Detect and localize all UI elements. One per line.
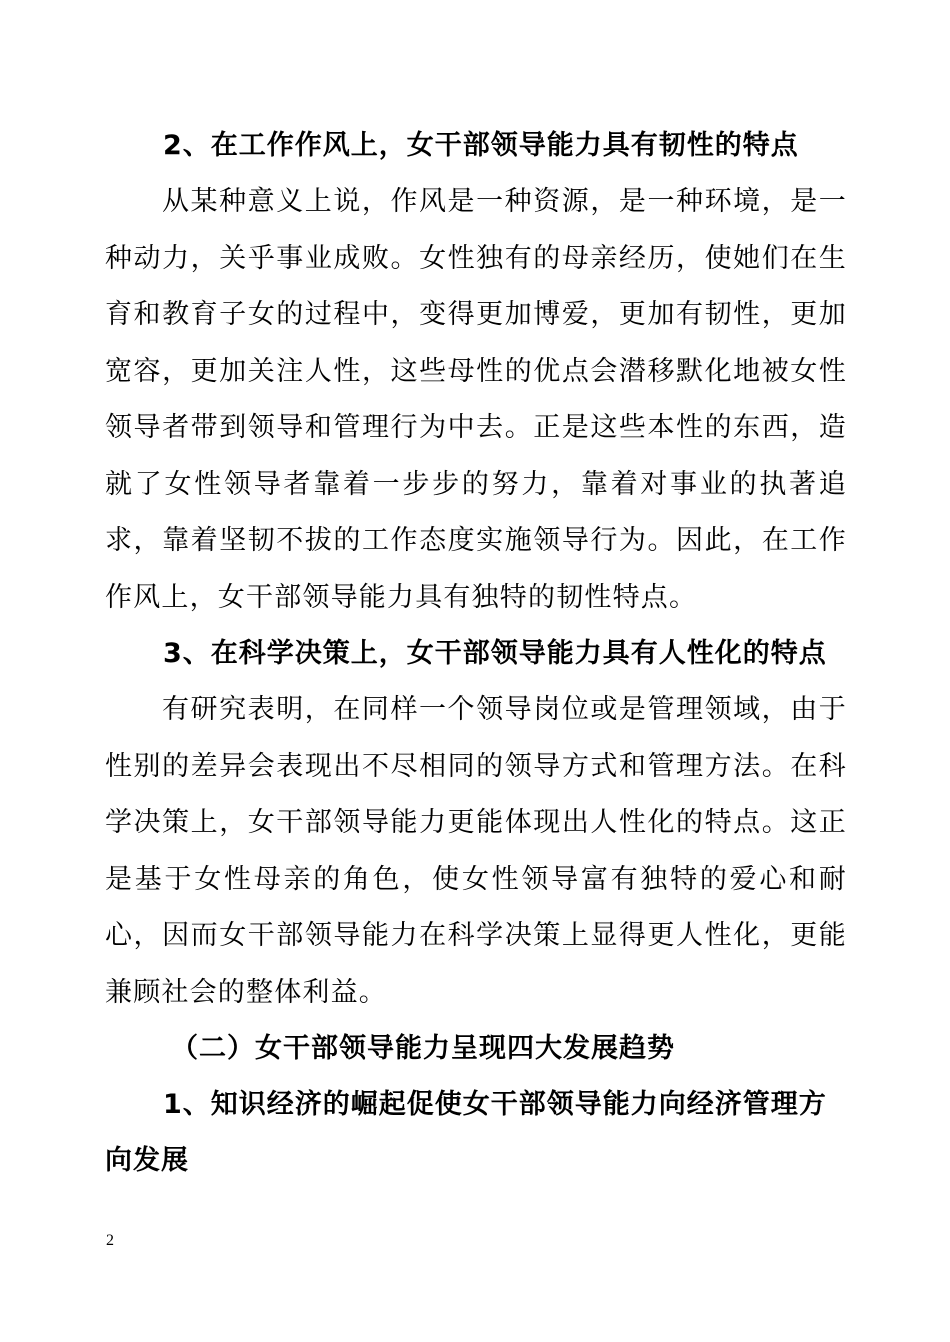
section-heading-trends: （二）女干部领导能力呈现四大发展趋势 [171,1033,675,1064]
page-number: 2 [106,1232,114,1249]
section-heading-2: 2、在工作作风上，女干部领导能力具有韧性的特点 [163,130,799,161]
section-heading-1-knowledge-economy: 1、知识经济的崛起促使女干部领导能力向经济管理方向发展 [105,1089,827,1176]
paragraph-decision-making: 有研究表明，在同样一个领导岗位或是管理领域，由于性别的差异会表现出不尽相同的领导方式和管理方法。在科学决策上，女干部领导能力更能体现出人性化的特点。这正是基于女性母亲的角色，使女性领导富有独特的爱心和耐心，因而女干部领导能力在科学决策上显得更人性化，更能兼顾社会的整体利益。 [105,694,847,1008]
paragraph-work-style: 从某种意义上说，作风是一种资源，是一种环境，是一种动力，关乎事业成败。女性独有的母亲经历，使她们在生育和教育子女的过程中，变得更加博爱，更加有韧性，更加宽容，更加关注人性，这些母性的优点会潜移默化地被女性领导者带到领导和管理行为中去。正是这些本性的东西，造就了女性领导者靠着一步步的努力，靠着对事业的执著追求，靠着坚韧不拔的工作态度实施领导行为。因此，在工作作风上，女干部领导能力具有独特的韧性特点。 [105,186,847,613]
section-heading-3: 3、在科学决策上，女干部领导能力具有人性化的特点 [163,638,827,669]
document-body [105,118,847,1189]
